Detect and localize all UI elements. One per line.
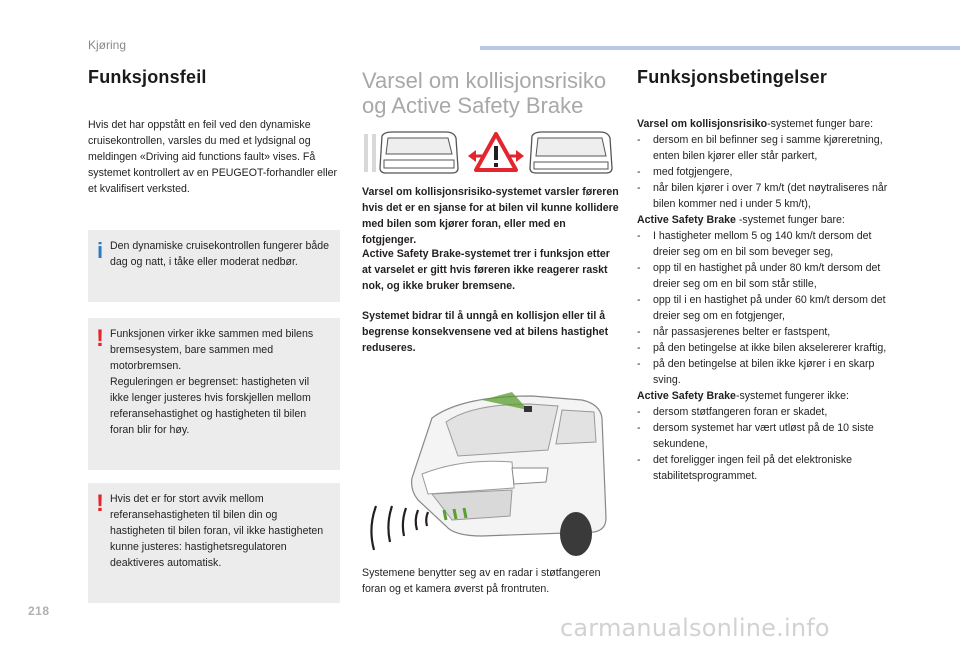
title-funksjonsbetingelser: Funksjonsbetingelser [637, 67, 828, 87]
list-item: - på den betingelse at bilen ikke kjører i en skarp sving. [637, 358, 875, 386]
list-item: - på den betingelse at ikke bilen akselererer kraftig, [637, 342, 887, 354]
list-item: - dersom systemet har vært utløst på de 10 siste sekundene, [637, 422, 874, 450]
conditions-list [637, 116, 892, 484]
list-item: - når bilen kjører i over 7 km/t (det nøytraliseres når bilen kommer ned i under 5 km/t), [637, 182, 888, 210]
warning-icon: ! [96, 490, 104, 517]
asb-intro-1: Active Safety Brake -systemet funger bare: [637, 214, 845, 226]
list-item: - dersom en bil befinner seg i samme kjøreretning, enten bilen kjører eller står parkert, [637, 134, 883, 162]
warning-note-1-text-a: Funksjonen virker ikke sammen med bilens bremsesystem, bare sammen med motorbremsen. [110, 328, 314, 372]
list-item: - I hastigheter mellom 5 og 140 km/t dersom det dreier seg om en bil som beveger seg, [637, 230, 872, 258]
warning-icon: ! [96, 325, 104, 352]
list-item: - når passasjerenes belter er fastspent, [637, 326, 831, 338]
collision-hero-illustration [362, 130, 617, 176]
warning-triangle-icon [468, 134, 524, 170]
title-line-2: og Active Safety Brake [362, 93, 584, 118]
collision-desc-2: Active Safety Brake-systemet trer i funksjon etter at varselet er gitt hvis føreren ikke reagerer raskt nok, og ikke bruker bremsene. [362, 248, 610, 292]
asb-intro-2: Active Safety Brake-systemet fungerer ikke: [637, 390, 849, 402]
page-number: 218 [28, 604, 50, 618]
van-radar-illustration [362, 378, 612, 568]
collision-desc-3: Systemet bidrar til å unngå en kollisjon eller til å begrense konsekvensene ved at bilens hastighet reduseres. [362, 310, 609, 354]
fcw-intro-rest: -systemet funger bare: [767, 118, 874, 130]
info-note-text: Den dynamiske cruisekontrollen fungerer både dag og natt, i tåke eller moderat nedbør. [110, 240, 330, 268]
title-funksjonsfeil: Funksjonsfeil [88, 67, 207, 87]
fault-intro: Hvis det har oppstått en feil ved den dynamiske cruisekontrollen, varsles du med et lydsignal og meldingen «Driving aid functions fault» vises. Få systemet kontrollert av en PEUGEOT-forhandler eller et kvalifisert verksted. [88, 119, 338, 195]
collision-desc-1: Varsel om kollisjonsrisiko-systemet varsler føreren hvis det er en sjanse for at bilen vil kunne kollidere med bilen som kjører foran, eller med en fotgjenger. [362, 186, 619, 246]
header-accent-bar [480, 46, 960, 50]
list-item: - med fotgjengere, [637, 166, 733, 178]
warning-note-2-text: Hvis det er for stort avvik mellom referansehastigheten til bilen din og hastigheten til bilen foran, vil ikke hastigheten kunne justeres: hastighetsregulatoren deaktiveres automatisk. [110, 493, 324, 569]
title-collision-warning [362, 68, 606, 118]
section-label: Kjøring [88, 38, 127, 52]
list-item: - dersom støtfangeren foran er skadet, [637, 406, 828, 418]
front-car-icon [364, 132, 458, 173]
title-line-1: Varsel om kollisjonsrisiko [362, 68, 607, 93]
system-caption: Systemene benytter seg av en radar i støtfangeren foran og et kamera øverst på frontruten. [362, 567, 601, 595]
asb-name-2: Active Safety Brake [637, 390, 736, 402]
rear-car-icon [530, 132, 612, 173]
info-note [88, 230, 340, 302]
watermark: carmanualsonline.info [560, 614, 830, 642]
fcw-name: Varsel om kollisjonsrisiko [637, 118, 768, 130]
list-item: - det foreligger ingen feil på det elektroniske stabilitetsprogrammet. [637, 454, 853, 482]
warning-note-2 [88, 483, 340, 603]
list-item: - opp til i en hastighet på under 60 km/t dersom det dreier seg om en fotgjenger, [637, 294, 886, 322]
fcw-intro [637, 116, 892, 132]
warning-note-1 [88, 318, 340, 470]
info-icon: i [96, 238, 104, 263]
list-item: - opp til en hastighet på under 80 km/t dersom det dreier seg om en bil som står stille, [637, 262, 881, 290]
warning-note-1-text-b: Reguleringen er begrenset: hastigheten vil ikke lenger justeres hvis forskjellen mellom referansehastighet og hastigheten til bilen foran blir for høy. [110, 376, 311, 436]
asb-name-1: Active Safety Brake [637, 214, 736, 226]
